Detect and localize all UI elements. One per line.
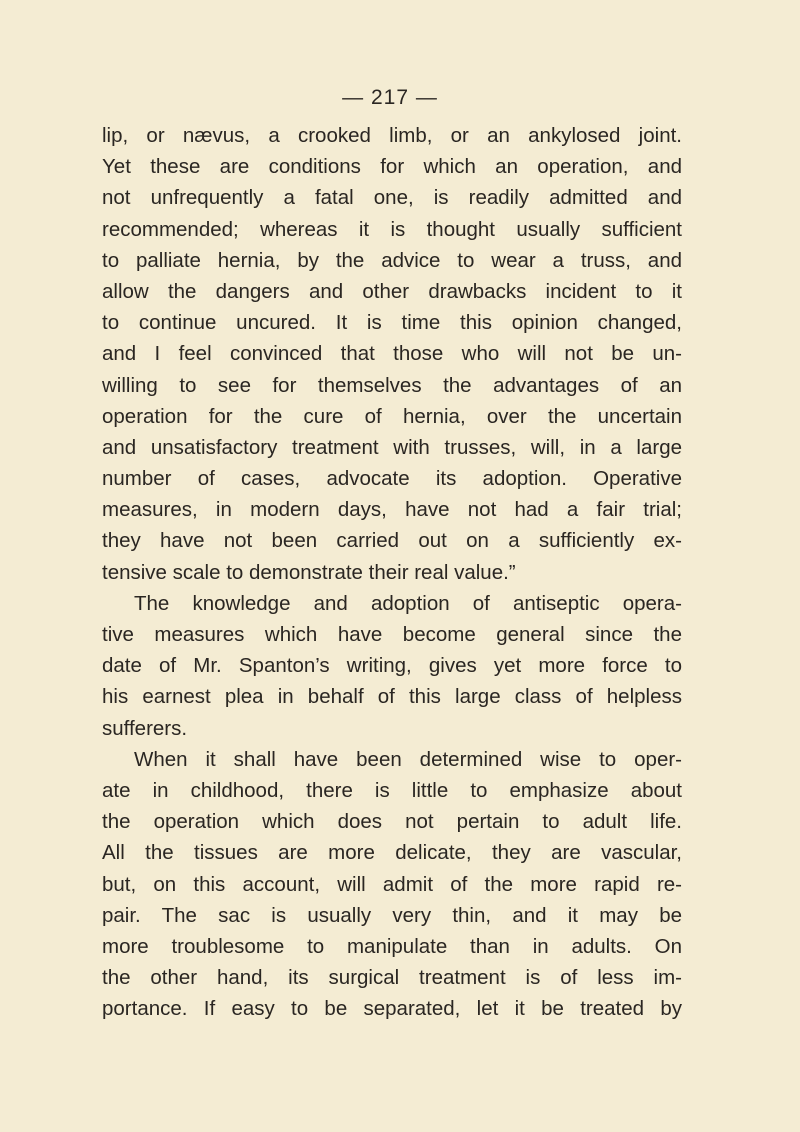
text-line: The knowledge and adoption of antiseptic opera- (134, 591, 682, 615)
text-line: portance. If easy to be separated, let it be treated by (102, 997, 682, 1021)
text-line: and unsatisfactory treatment with trusses, will, in a large (102, 435, 682, 459)
text-line: lip, or nævus, a crooked limb, or an ankylosed joint. (102, 124, 682, 147)
text-line: to continue uncured. It is time this opinion changed, (102, 311, 682, 335)
text-line: sufferers. (102, 716, 188, 740)
text-line: operation for the cure of hernia, over the uncertain (102, 404, 682, 428)
text-line: tensive scale to demonstrate their real value.” (102, 560, 516, 584)
text-line: not unfrequently a fatal one, is readily admitted and (102, 186, 682, 210)
page-number: — 217 — (342, 86, 438, 109)
text-line: tive measures which have become general since the (102, 623, 682, 646)
text-line: When it shall have been determined wise to oper- (134, 747, 682, 771)
text-line: Yet these are conditions for which an operation, and (102, 155, 682, 179)
text-line: allow the dangers and other drawbacks incident to it (102, 279, 682, 303)
text-line: the other hand, its surgical treatment is of less im- (102, 966, 682, 990)
text-line: and I feel convinced that those who will not be un- (102, 342, 682, 366)
text-line: measures, in modern days, have not had a fair trial; (102, 498, 682, 522)
text-line: but, on this account, will admit of the more rapid re- (102, 872, 682, 896)
text-line: ate in childhood, there is little to emphasize about (102, 778, 682, 802)
text-line: date of Mr. Spanton’s writing, gives yet more force to (102, 654, 682, 678)
text-line: recommended; whereas it is thought usually sufficient (102, 217, 682, 241)
text-line: they have not been carried out on a sufficiently ex- (102, 529, 682, 553)
text-line: to palliate hernia, by the advice to wear a truss, and (102, 248, 682, 272)
text-line: All the tissues are more delicate, they are vascular, (102, 841, 682, 865)
text-line: pair. The sac is usually very thin, and it may be (102, 903, 682, 927)
text-line: more troublesome to manipulate than in adults. On (102, 934, 682, 958)
text-line: number of cases, advocate its adoption. Operative (102, 467, 682, 491)
text-line: the operation which does not pertain to adult life. (102, 810, 682, 834)
text-line: willing to see for themselves the advantages of an (102, 373, 682, 397)
text-line: his earnest plea in behalf of this large class of helpless (102, 685, 682, 709)
body-text (102, 120, 682, 1024)
